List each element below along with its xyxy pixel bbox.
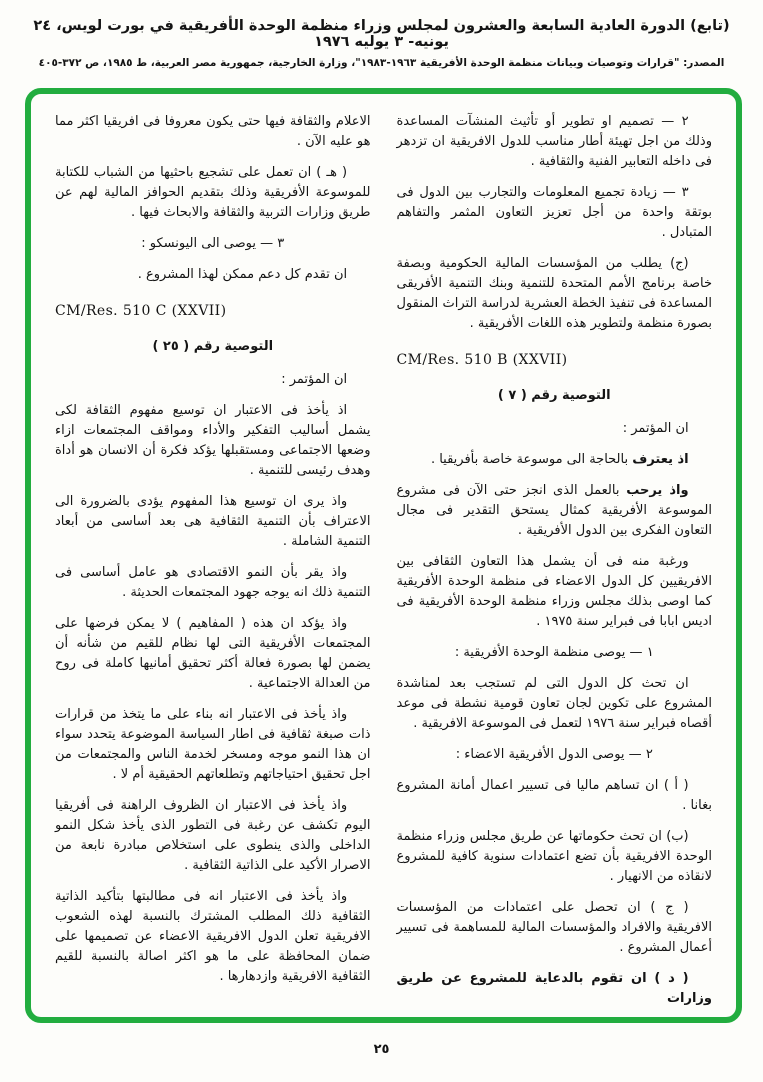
content-border-box xyxy=(25,88,742,1023)
paragraph-desiring: ورغبة منه فى أن يشمل هذا التعاون الثقافى بين الافريقيين كل الدول الاعضاء فى منظمة الوحدة الأفريقية كما اوصى بذلك مجلس وزراء منظمة الوحدة الأفريقية فى اديس ابابا فى فبراير سنة ١٩٧٥ . xyxy=(396,553,712,629)
resolution-code-510c: CM/Res. 510 C (XXVII) xyxy=(55,303,227,320)
paragraph-clause-j2: ( ج ) ان تحصل على اعتمادات من المؤسسات الافريقية والافراد والمؤسسات المالية للمساهمة فى تسيير أعمال المشروع . xyxy=(396,900,712,956)
paragraph-item-2: ٢ — تصميم او تطوير أو تأثيث المنشآت المساعدة وذلك من اجل تهيئة أطار مناسب للدول الافريقية ان تزدهر فى داخله التعابير الفنية والثقافية . xyxy=(396,114,712,170)
paragraph-urge-states: ان تحث كل الدول التى لم تستجب بعد لمناشدة المشروع على تكوين لجان تعاون قومية نشطة فى موعد أقصاه فبراير سنة ١٩٧٦ لتعمل فى الموسوعة الافريقية . xyxy=(396,675,712,731)
recommendation-7-title: التوصية رقم ( ٧ ) xyxy=(497,387,611,403)
subhead-recommends-members: ٢ — يوصى الدول الأفريقية الاعضاء : xyxy=(455,746,653,762)
paragraph-clause-j: (ج) يطلب من المؤسسات المالية الحكومية وبصفة خاصة برنامج الأمم المتحدة للتنمية وبنك التنمية الأفريقى المساعدة فى تنفيذ الخطة العشرية لدراسة التراث المنقول بصورة منظمة ولتطوير هذه اللغات الأفريقية . xyxy=(396,256,712,332)
bold-lead: اذ يعترف xyxy=(632,451,689,467)
source-line: المصدر: "قرارات وتوصيات وبيانات منظمة الوحدة الأفريقية ١٩٦٣-١٩٨٣"، وزارة الخارجية، جمهورية مصر العربية، ط ١٩٨٥، ص ٣٧٢-٤٠٥ xyxy=(38,57,725,69)
paragraph-considering-conditions: واذ يأخذ فى الاعتبار ان الظروف الراهنة فى أفريقيا اليوم تكشف عن رغبة فى التطور الذى يأخذ شكل النمو الداخلى والذى ينطوى على استخلاص مبادرة نابعة من الاصرار الأكيد على الذاتية الثقافية . xyxy=(55,797,371,873)
paragraph-seeing: واذ يرى ان توسيع هذا المفهوم يؤدى بالضرورة الى الاعتراف بأن التنمية الثقافية هى بعد أساسى من أبعاد التنمية الشاملة . xyxy=(55,493,371,549)
paragraph-recognizing xyxy=(397,450,713,470)
paragraph-clause-d-catchword: ( د ) ان تقوم بالدعاية للمشروع عن طريق وزارات xyxy=(396,971,712,1007)
paragraph-text: بالعمل الذى انجز حتى الآن فى مشروع الموسوعة الأفريقية كمثال يستحق التقدير فى مجال التعاون الفكرى بين الدول الأفريقية . xyxy=(396,482,712,538)
paragraph-support: ان تقدم كل دعم ممكن لهذا المشروع . xyxy=(137,267,348,283)
paragraph-text: بالحاجة الى موسوعة خاصة بأفريقيا . xyxy=(430,451,633,467)
column-left xyxy=(55,112,371,1007)
page-number: ٢٥ xyxy=(373,1042,390,1057)
recommendation-25-title: التوصية رقم ( ٢٥ ) xyxy=(152,338,274,354)
paragraph-considering-identity: واذ يأخذ فى الاعتبار انه فى مطالبتها بتأكيد الذاتية الثقافية ذلك المطلب المشترك بالنسبة لهذه الشعوب الافريقية تعلن الدول الافريقية الاعضاء عن تصميمها على ضمان المحافظة على ما هو اكثر اصالة بالنسبة للقيم الثقافية الافريقية وازدهارها . xyxy=(55,889,371,985)
resolution-code-510b: CM/Res. 510 B (XXVII) xyxy=(396,352,568,369)
subhead-recommends-oau: ١ — يوصى منظمة الوحدة الأفريقية : xyxy=(454,644,654,660)
paragraph-considering-culture: اذ يأخذ فى الاعتبار ان توسيع مفهوم الثقافة لكى يشمل أساليب التفكير والأداء ومواقف المجتمعات ازاء وضعها الاجتماعى ومستقبلها يؤكد فكرة أن الانسان هو أداة وهدف رئيسى للتنمية . xyxy=(55,402,371,478)
paragraph-clause-b: (ب) ان تحث حكوماتها عن طريق مجلس وزراء منظمة الوحدة الافريقية بأن تضع اعتمادات سنوية كافية للمشروع لانقاذه من الانهيار . xyxy=(396,828,712,884)
paragraph-considering-decisions: واذ يأخذ فى الاعتبار انه بناء على ما يتخذ من قرارات ذات صبغة ثقافية فى اطار السياسة الموضوعة يتحدد سواء ان هذا النمو موجه ومسخر لخدمة الناس والمجتمعات من اجل تحقيق احتياجاتهم وتطلعاتهم الحقيقية أم لا . xyxy=(55,706,371,782)
paragraph-conference-intro: ان المؤتمر : xyxy=(622,420,689,436)
column-right xyxy=(397,112,713,1007)
bold-lead: واذ يرحب xyxy=(626,482,689,498)
paragraph-acknowledging-growth: واذ يقر بأن النمو الاقتصادى هو عامل أساسى فى التنمية ذلك انه يوجه جهود المجتمعات الحديثة . xyxy=(55,564,371,600)
paragraph-item-3: ٣ — زيادة تجميع المعلومات والتجارب بين الدول فى بوتقة واحدة من أجل تعزيز التعاون المثمر والتفاهم المتبادل . xyxy=(396,185,712,241)
paragraph-continuation: الاعلام والثقافة فيها حتى يكون معروفا فى افريقيا اكثر مما هو عليه الآن . xyxy=(55,114,371,150)
session-title: (تابع) الدورة العادية السابعة والعشرون لمجلس وزراء منظمة الوحدة الأفريقية في بورت لويس، ٢٤ يونيه- ٣ يوليه ١٩٧٦ xyxy=(33,18,730,50)
paragraph-welcoming xyxy=(397,481,713,541)
subhead-recommends-unesco: ٣ — يوصى الى اليونسكو : xyxy=(141,236,285,252)
paragraph-conference-intro: ان المؤتمر : xyxy=(281,371,348,387)
paragraph-clause-a: ( أ ) ان تساهم ماليا فى تسيير اعمال أمانة المشروع بغانا . xyxy=(396,777,712,813)
page-header xyxy=(0,18,763,69)
paragraph-clause-h: ( هـ ) ان تعمل على تشجيع باحثيها من الشباب للكتابة للموسوعة الأفريقية وذلك بتقديم الحوافز المالية لهم عن طريق وزارات التربية والثقافة والابحاث فيها . xyxy=(55,165,371,221)
paragraph-affirming-concepts: واذ يؤكد ان هذه ( المفاهيم ) لا يمكن فرضها على المجتمعات الأفريقية التى لها نظام للقيم من شأنه أن يضمن لها بصورة فعالة أكثر تحقيق أمانيها كاملة فى روح من العدالة الاجتماعية . xyxy=(55,615,371,691)
